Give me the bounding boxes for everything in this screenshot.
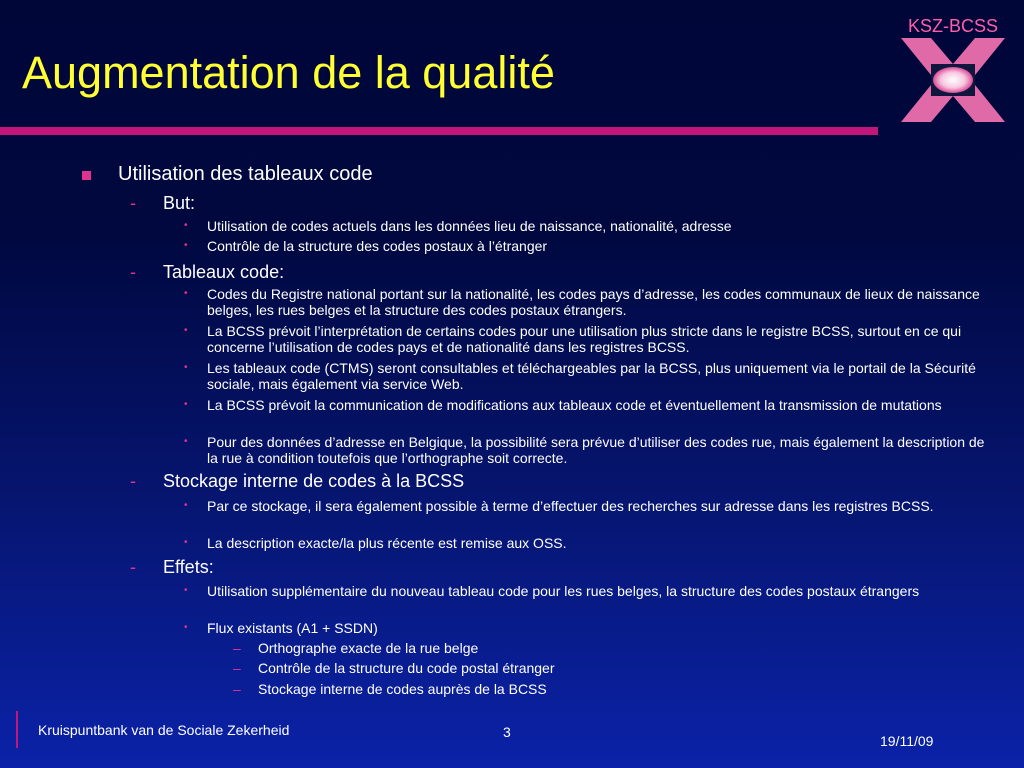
dash-bullet-icon: - [130,262,136,282]
list-item: Par ce stockage, il sera également possible à terme d’effectuer des recherches sur adresse dans les registres BCSS. [207,498,934,514]
footer-organization: Kruispuntbank van de Sociale Zekerheid [38,722,290,738]
list-item: Contrôle de la structure des codes postaux à l’étranger [207,238,548,254]
dash-bullet-icon: - [130,193,136,213]
section-heading-stockage: Stockage interne de codes à la BCSS [163,471,465,491]
dot-bullet-icon: • [184,220,188,231]
list-item: La BCSS prévoit l’interprétation de certains codes pour une utilisation plus stricte dans le registre BCSS, surtout en ce qui concerne l’utilisation de codes pays et de nationalité dans les registres BCSS. [207,323,962,355]
dot-bullet-icon: • [184,537,188,548]
sub-list-item: Stockage interne de codes auprès de la BCSS [258,681,547,697]
dot-bullet-icon: • [184,362,188,373]
en-dash-bullet-icon: – [233,640,241,656]
logo-x-icon [901,38,1005,122]
list-item: Les tableaux code (CTMS) seront consultables et téléchargeables par la BCSS, plus uniquement via le portail de la Sécurité sociale, mais également via service Web. [207,360,976,392]
en-dash-bullet-icon: – [233,681,241,697]
en-dash-bullet-icon: – [233,660,241,676]
dash-bullet-icon: - [130,557,136,577]
list-item: Utilisation supplémentaire du nouveau tableau code pour les rues belges, la structure des codes postaux étrangers [207,583,920,599]
footer-divider [16,711,18,748]
dot-bullet-icon: • [184,585,188,596]
dot-bullet-icon: • [184,240,188,251]
list-item: Utilisation de codes actuels dans les données lieu de naissance, nationalité, adresse [207,218,732,234]
list-item: La BCSS prévoit la communication de modifications aux tableaux code et éventuellement la transmission de mutations [207,397,942,413]
dot-bullet-icon: • [184,399,188,410]
list-item: Codes du Registre national portant sur la nationalité, les codes pays d’adresse, les codes communaux de lieux de naissance belges, les rues belges et la structure des codes postaux étrangers. [207,286,980,318]
section-heading-effets: Effets: [163,557,214,577]
dot-bullet-icon: • [184,325,188,336]
logo-text: KSZ-BCSS [907,16,999,36]
dot-bullet-icon: • [184,436,188,447]
sub-list-item: Contrôle de la structure du code postal étranger [258,660,555,676]
title-divider [0,127,878,135]
dot-bullet-icon: • [184,500,188,511]
slide-title: Augmentation de la qualité [22,47,555,98]
square-bullet-icon [82,171,91,180]
section-heading-tableaux: Tableaux code: [163,262,285,282]
dot-bullet-icon: • [184,288,188,299]
footer-date: 19/11/09 [880,733,934,749]
page-number: 3 [503,724,511,740]
list-item: Flux existants (A1 + SSDN) [207,620,378,636]
sub-list-item: Orthographe exacte de la rue belge [258,640,479,656]
section-heading-but: But: [163,193,196,213]
main-heading: Utilisation des tableaux code [118,163,373,185]
list-item: Pour des données d’adresse en Belgique, la possibilité sera prévue d’utiliser des codes rue, mais également la description de la rue à condition toutefois que l’orthographe soit correcte. [207,434,985,466]
list-item: La description exacte/la plus récente est remise aux OSS. [207,535,567,551]
dash-bullet-icon: - [130,471,136,491]
ksz-bcss-logo [893,12,1013,124]
dot-bullet-icon: • [184,622,188,633]
